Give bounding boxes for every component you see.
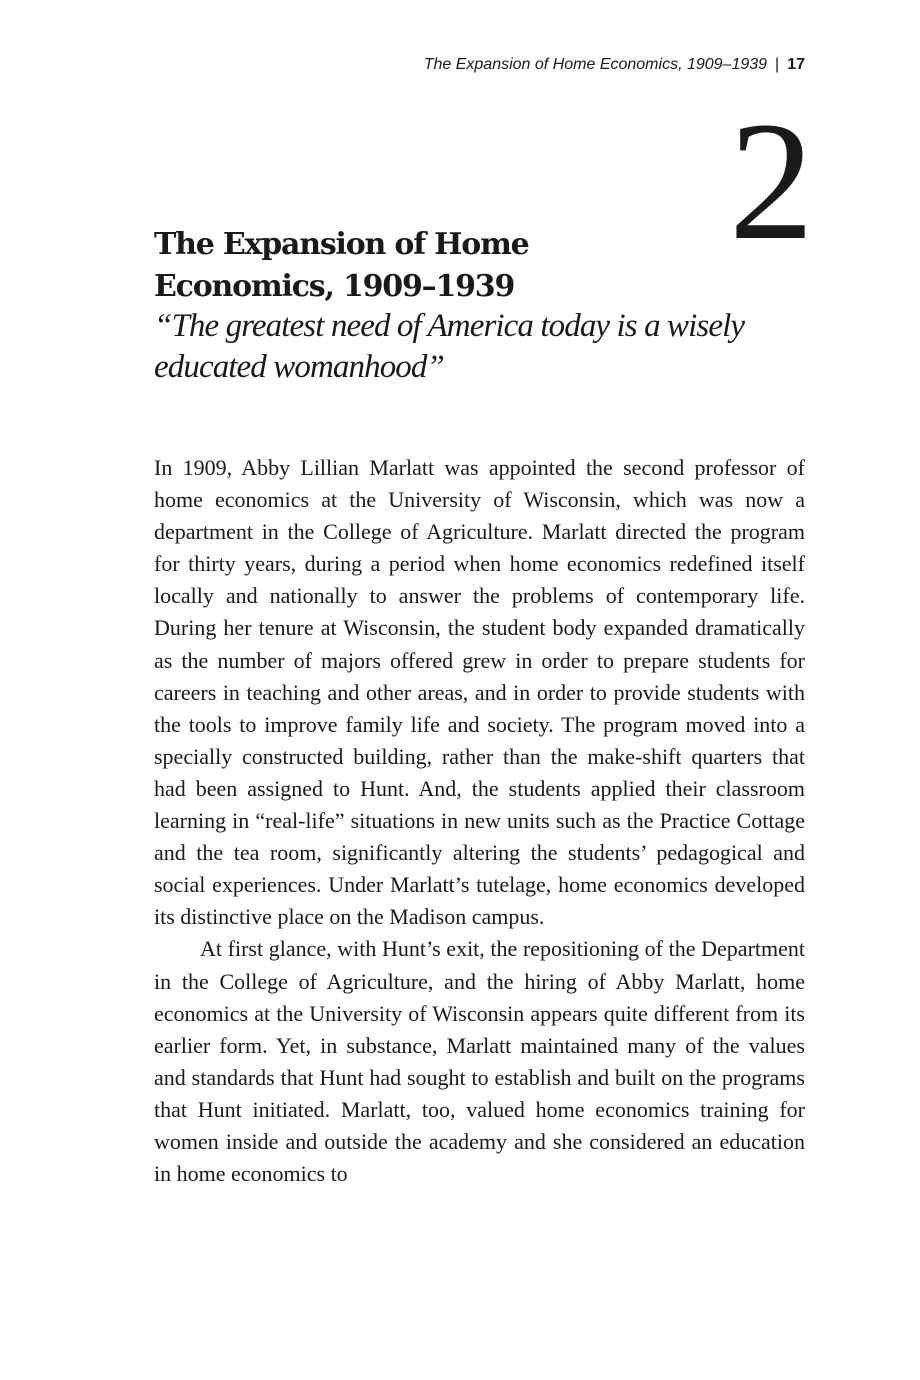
running-head: [424, 54, 805, 76]
running-head-separator: |: [775, 56, 780, 73]
running-head-title: The Expansion of Home Economics, 1909–1939: [423, 56, 768, 73]
chapter-epigraph: “The greatest need of America today is a wisely educated womanhood”: [154, 308, 745, 385]
paragraph-1: In 1909, Abby Lillian Marlatt was appointed the second professor of home economics at the University of Wisconsin, which was now a department in the College of Agriculture. Marlatt directed the program for thirty years, during a period when home economics redefined itself locally and nationally to answer the problems of contemporary life. During her tenure at Wisconsin, the student body expanded dramatically as the number of majors offered grew in order to prepare students for careers in teaching and other areas, and in order to provide students with the tools to improve family life and society. The program moved into a specially constructed building, rather than the make-shift quarters that had been assigned to Hunt. And, the students applied their classroom learning in “real-life” situations in new units such as the Practice Cottage and the tea room, significantly altering the students’ pedagogical and social experiences. Under Marlatt’s tutelage, home economics developed its distinctive place on the Madison campus.: [154, 455, 805, 930]
chapter-title: The Expansion of Home Economics, 1909–1939: [154, 227, 529, 304]
page-number: 17: [787, 56, 805, 73]
paragraph-2: At first glance, with Hunt’s exit, the repositioning of the Department in the College of Agriculture, and the hiring of Abby Marlatt, home economics at the University of Wisconsin appears quite different from its earlier form. Yet, in substance, Marlatt maintained many of the values and standards that Hunt had sought to establish and built on the programs that Hunt initiated. Marlatt, too, valued home economics training for women inside and outside the academy and she considered an education in home economics to: [154, 936, 805, 1187]
body-text: [154, 452, 805, 1190]
chapter-number: 2: [729, 87, 810, 275]
